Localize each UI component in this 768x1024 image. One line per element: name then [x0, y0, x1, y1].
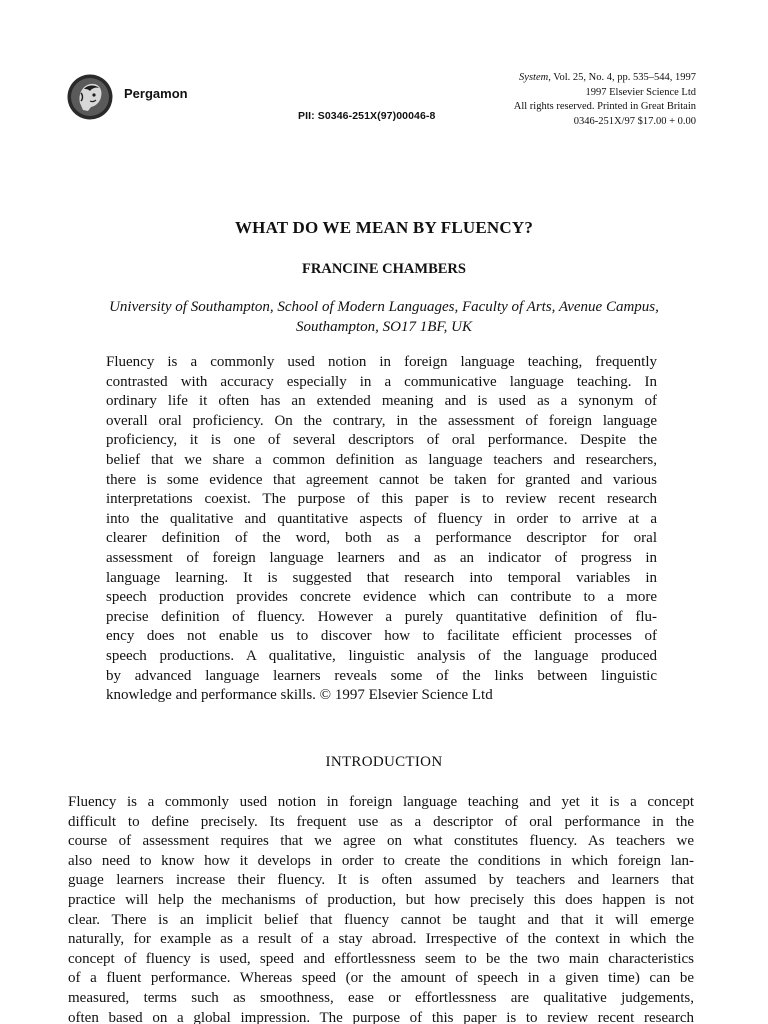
affiliation-line: University of Southampton, School of Modern Languages, Faculty of Arts, Avenue Campus,: [109, 299, 659, 315]
journal-details: , Vol. 25, No. 4, pp. 535–544, 1997: [548, 72, 696, 83]
text-line: ordinary life it often has an extended meaning and is used as a synonym of: [106, 393, 657, 410]
text-line: clearer definition of the word, both as a performance descriptor for oral: [106, 530, 657, 547]
text-line: difficult to define precisely. Its frequent use as a descriptor of oral performance in the: [68, 813, 694, 830]
text-line: knowledge and performance skills. © 1997 Elsevier Science Ltd: [106, 687, 493, 704]
section-heading-introduction: INTRODUCTION: [325, 754, 443, 770]
text-line: course of assessment requires that we agree on what constitutes fluency. As teachers we: [68, 833, 694, 850]
rights-line: All rights reserved. Printed in Great Britain: [513, 101, 696, 112]
author-affiliation: [60, 298, 708, 337]
text-line: clear. There is an implicit belief that fluency cannot be taught and that it will emerge: [68, 911, 694, 928]
text-line: Fluency is a commonly used notion in foreign language teaching and yet it is a concept: [68, 794, 694, 810]
text-line: also need to know how it develops in order to create the conditions in which foreign lan-: [68, 852, 694, 869]
text-line: measured, terms such as smoothness, ease or effortlessness are qualitative judgements,: [68, 989, 694, 1006]
text-line: language learning. It is suggested that research into temporal variables in: [106, 569, 657, 586]
text-line: there is some evidence that agreement cannot be taken for granted and various: [106, 471, 657, 488]
publisher-name: Pergamon: [124, 86, 188, 101]
text-line: proficiency, it is one of several descriptors of oral performance. Despite the: [106, 432, 657, 449]
text-line: naturally, for example as a result of a stay abroad. Irrespective of the context in which the: [68, 931, 694, 948]
journal-citation-line: [514, 71, 696, 86]
pergamon-logo-icon: [66, 73, 114, 121]
text-line: by advanced language learners reveals some of the links between linguistic: [106, 667, 657, 684]
text-line: speech productions. A qualitative, linguistic analysis of the language produced: [106, 647, 657, 664]
text-line: precise definition of fluency. However a purely quantitative definition of flu-: [106, 608, 657, 625]
text-line: assessment of foreign language learners and as an indicator of progress in: [106, 549, 657, 566]
text-line: of a fluent performance. Whereas speed (or the amount of speech in a given time) can be: [68, 970, 694, 987]
text-line: practice will help the mechanisms of production, but how precisely this does happen is not: [68, 891, 694, 908]
journal-citation-block: [514, 71, 696, 129]
text-line: speech production provides concrete evidence which can contribute to a more: [106, 589, 657, 606]
text-line: concept of fluency is used, speed and effortlessness seem to be the two main characteristics: [68, 950, 694, 967]
text-line: ency does not enable us to discover how to facilitate efficient processes of: [106, 628, 657, 645]
introduction-paragraph: [68, 793, 694, 1024]
journal-name: System: [519, 72, 549, 83]
text-line: interpretations coexist. The purpose of this paper is to review recent research: [106, 491, 657, 508]
pii-code: PII: S0346-251X(97)00046-8: [298, 110, 436, 122]
article-title: WHAT DO WE MEAN BY FLUENCY?: [234, 218, 534, 237]
affiliation-line: Southampton, SO17 1BF, UK: [296, 318, 472, 335]
text-line: overall oral proficiency. On the contrary, in the assessment of foreign language: [106, 412, 657, 429]
article-author: FRANCINE CHAMBERS: [302, 261, 466, 277]
text-line: into the qualitative and quantitative aspects of fluency in order to arrive at a: [106, 510, 657, 527]
text-line: Fluency is a commonly used notion in foreign language teaching, frequently: [106, 354, 657, 370]
text-line: guage learners increase their fluency. It is often assumed by teachers and learners that: [68, 872, 694, 889]
text-line: contrasted with accuracy especially in a communicative language teaching. In: [106, 373, 657, 390]
text-line: belief that we share a common definition as language teachers and researchers,: [106, 451, 657, 468]
issn-price: 0346-251X/97 $17.00 + 0.00: [573, 115, 696, 127]
text-line: often based on a global impression. The purpose of this paper is to review recent research: [68, 1009, 694, 1024]
copyright-line: 1997 Elsevier Science Ltd: [585, 86, 696, 98]
abstract: [106, 353, 657, 706]
